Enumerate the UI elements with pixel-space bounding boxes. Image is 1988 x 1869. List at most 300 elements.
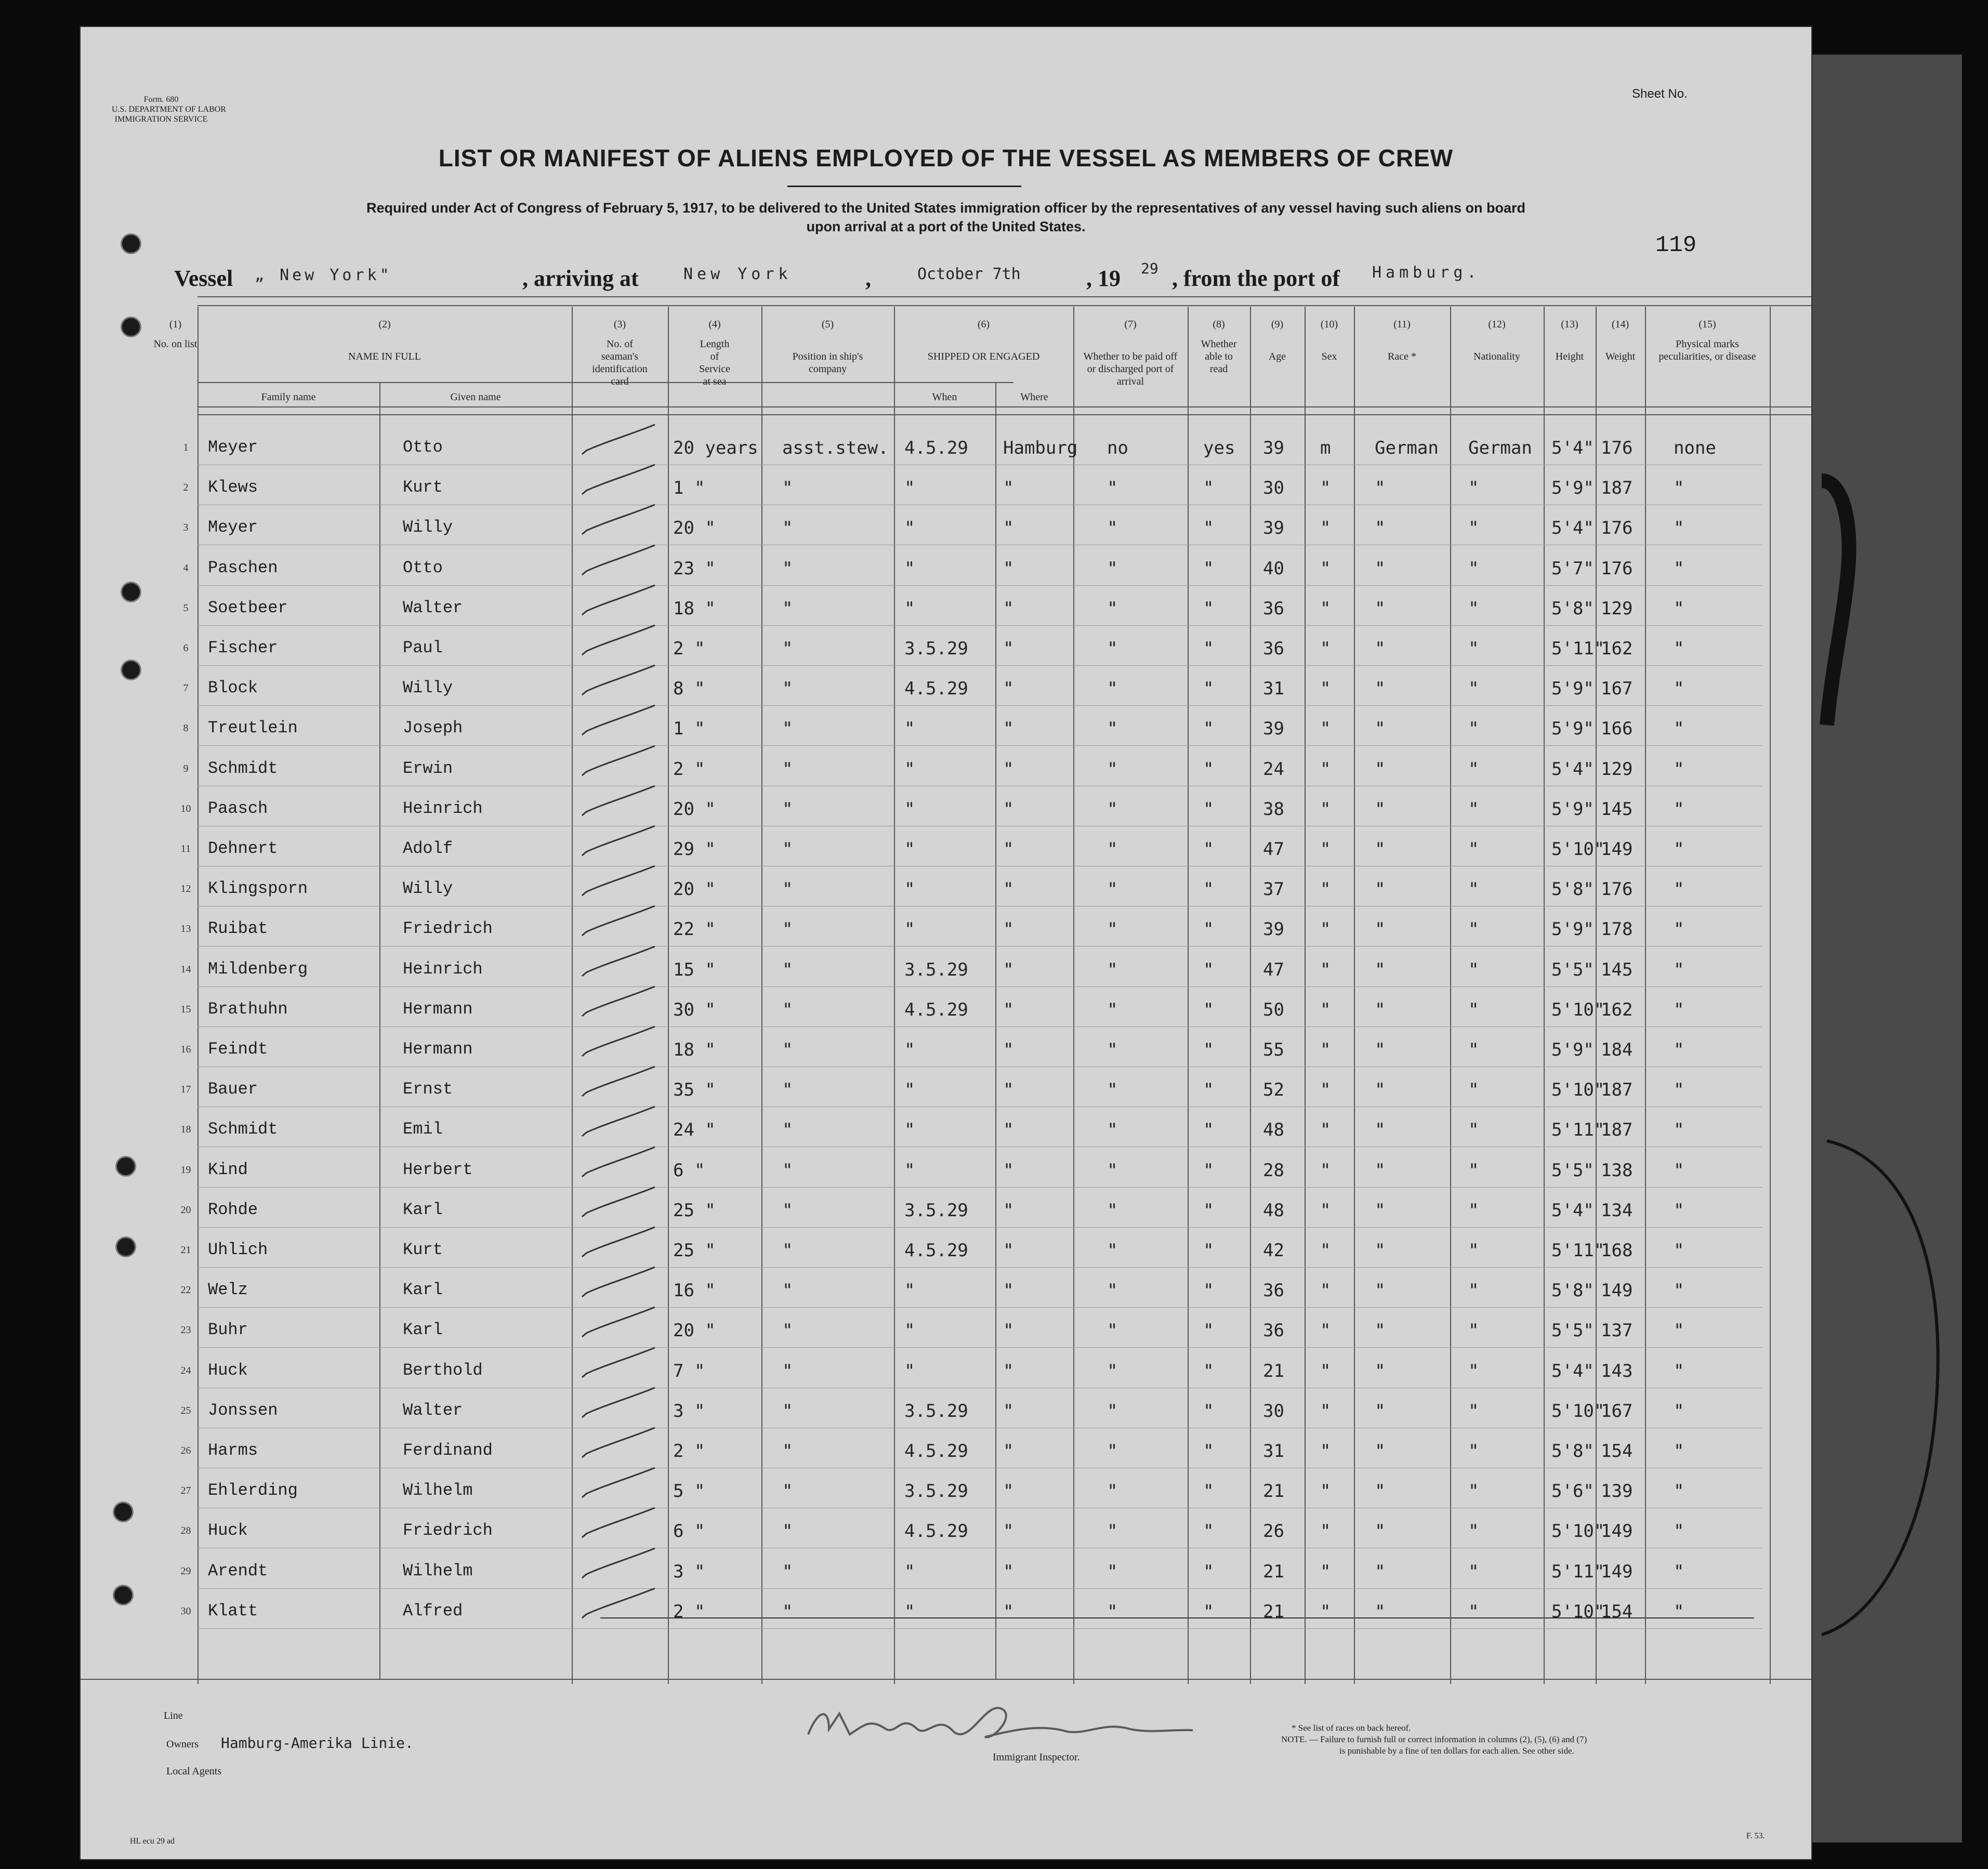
cell-nationality: " (1468, 1441, 1479, 1462)
cell-race: " (1375, 678, 1386, 700)
col-divider (1305, 307, 1306, 1684)
cell-read: " (1203, 1441, 1214, 1462)
cell-service: 16 " (673, 1280, 716, 1301)
cell-height: 5'4" (1551, 518, 1594, 539)
cell-nationality: " (1468, 1240, 1479, 1261)
cell-race: " (1375, 758, 1386, 780)
cell-no: 4 (183, 562, 189, 574)
cell-service: 1 " (673, 478, 705, 499)
cell-sex: " (1320, 839, 1331, 860)
cell-no: 1 (183, 442, 189, 453)
cell-family: Schmidt (208, 758, 278, 778)
cell-when: 3.5.29 (904, 1200, 968, 1221)
cell-paid: " (1107, 1039, 1118, 1060)
cell-paid: no (1107, 438, 1128, 458)
check-mark-icon (577, 743, 660, 780)
col-divider (1188, 307, 1189, 1684)
cell-sex: " (1320, 1360, 1331, 1381)
col-7-header (1073, 318, 1188, 388)
cell-family: Bauer (208, 1080, 258, 1099)
cell-sex: " (1320, 1280, 1331, 1301)
col-number: (1) (169, 319, 182, 330)
cell-position: asst.stew. (782, 438, 889, 458)
cell-age: 47 (1263, 959, 1284, 980)
col-number: (14) (1611, 319, 1629, 330)
cell-age: 36 (1263, 1280, 1284, 1301)
cell-height: 5'8" (1551, 1441, 1594, 1462)
cell-position: " (782, 1400, 793, 1422)
cell-marks: none (1674, 438, 1716, 458)
col-divider (198, 307, 199, 1684)
cell-given: Adolf (403, 839, 453, 858)
family-name-header: Family name (261, 391, 316, 403)
col-label: Position in ship's company (792, 351, 863, 375)
cell-age: 39 (1263, 718, 1284, 740)
cell-given: Walter (403, 598, 463, 617)
cell-weight: 166 (1601, 718, 1633, 740)
cell-family: Arendt (208, 1561, 268, 1581)
cell-race: " (1375, 518, 1386, 539)
cell-no: 6 (183, 642, 189, 654)
cell-no: 14 (180, 963, 191, 975)
cell-sex: " (1320, 758, 1331, 780)
form-identifier (112, 95, 226, 124)
cell-service: 7 " (673, 1360, 705, 1381)
cell-height: 5'9" (1551, 1039, 1594, 1060)
shipped-when-header: When (932, 391, 957, 403)
cell-age: 21 (1263, 1561, 1284, 1582)
cell-where: " (1003, 598, 1014, 619)
punch-hole-icon (114, 1503, 132, 1521)
cell-weight: 176 (1601, 879, 1633, 900)
header-bottom-border (198, 406, 1811, 407)
cell-read: " (1203, 678, 1214, 700)
cell-given: Wilhelm (403, 1561, 473, 1581)
cell-height: 5'5" (1551, 1320, 1594, 1341)
cell-age: 21 (1263, 1601, 1284, 1622)
cell-weight: 149 (1601, 1280, 1633, 1301)
cell-when: 4.5.29 (904, 678, 968, 700)
cell-paid: " (1107, 1601, 1118, 1622)
footer-left-code: HL ecu 29 ad (130, 1837, 175, 1846)
cell-height: 5'10" (1551, 999, 1605, 1020)
cell-nationality: " (1468, 758, 1479, 780)
arrival-date: October 7th (917, 265, 1021, 283)
cell-marks: " (1674, 1320, 1684, 1341)
cell-no: 23 (180, 1324, 191, 1336)
cell-given: Otto (403, 558, 443, 577)
cell-when: " (904, 598, 915, 619)
check-mark-icon (577, 1184, 660, 1221)
cell-paid: " (1107, 879, 1118, 900)
cell-position: " (782, 1080, 793, 1101)
punch-hole-icon (122, 583, 140, 601)
check-mark-icon (577, 422, 660, 458)
cell-age: 30 (1263, 1400, 1284, 1422)
row-rule (198, 585, 1762, 586)
cell-given: Berthold (403, 1360, 483, 1380)
cell-sex: m (1320, 438, 1331, 458)
cell-read: " (1203, 1160, 1214, 1181)
cell-position: " (782, 879, 793, 900)
cell-sex: " (1320, 718, 1331, 740)
cell-race: " (1375, 1160, 1386, 1181)
cell-service: 20 years (673, 438, 758, 458)
cell-position: " (782, 1601, 793, 1622)
cell-no: 9 (183, 762, 189, 774)
page-subtitle (81, 199, 1811, 236)
cell-marks: " (1674, 1120, 1684, 1141)
cell-no: 24 (180, 1364, 191, 1376)
cell-where: " (1003, 1160, 1014, 1181)
cell-nationality: " (1468, 1400, 1479, 1422)
cell-no: 29 (180, 1565, 191, 1577)
footnote-note-1: NOTE. — Failure to furnish full or correct information in columns (2), (5), (6) and (7) (1281, 1734, 1587, 1744)
cell-age: 36 (1263, 638, 1284, 659)
check-mark-icon (577, 1586, 660, 1622)
cell-service: 35 " (673, 1080, 716, 1101)
cell-read: " (1203, 1200, 1214, 1221)
cell-position: " (782, 758, 793, 780)
cell-where: " (1003, 678, 1014, 700)
cell-service: 8 " (673, 678, 705, 700)
col-8-header (1188, 318, 1250, 375)
check-mark-icon (577, 1305, 660, 1341)
line-label: Line (164, 1710, 183, 1721)
col-label: Whether to be paid off or discharged port of arrival (1083, 351, 1178, 387)
cell-given: Wilhelm (403, 1481, 473, 1501)
check-mark-icon (577, 502, 660, 538)
cell-race: " (1375, 558, 1386, 579)
owners-label: Owners (166, 1739, 199, 1750)
col-label: No. on list (153, 338, 198, 350)
cell-paid: " (1107, 1441, 1118, 1462)
cell-sex: " (1320, 1561, 1331, 1582)
cell-no: 10 (180, 802, 191, 814)
cell-height: 5'10" (1551, 839, 1605, 860)
cell-when: " (904, 518, 915, 539)
cell-paid: " (1107, 478, 1118, 499)
check-mark-icon (577, 623, 660, 659)
cell-position: " (782, 1280, 793, 1301)
cell-height: 5'9" (1551, 798, 1594, 820)
row-rule (198, 986, 1762, 987)
cell-family: Meyer (208, 518, 258, 537)
cell-when: " (904, 1320, 915, 1341)
cell-height: 5'8" (1551, 1280, 1594, 1301)
cell-nationality: " (1468, 1200, 1479, 1221)
cell-given: Ernst (403, 1080, 453, 1099)
col-number: (8) (1213, 319, 1225, 330)
cell-where: " (1003, 999, 1014, 1020)
cell-given: Heinrich (403, 798, 483, 818)
cell-where: " (1003, 1280, 1014, 1301)
cell-when: " (904, 758, 915, 780)
cell-family: Soetbeer (208, 598, 288, 617)
cell-when: " (904, 1360, 915, 1381)
cell-nationality: " (1468, 999, 1479, 1020)
cell-family: Ehlerding (208, 1481, 298, 1501)
col-label: NAME IN FULL (348, 351, 421, 362)
form-number: Form. 680 (143, 95, 179, 104)
cell-family: Brathuhn (208, 999, 288, 1019)
row-rule (198, 1227, 1762, 1228)
cell-read: " (1203, 558, 1214, 579)
cell-given: Hermann (403, 999, 473, 1019)
cell-read: " (1203, 1561, 1214, 1582)
cell-marks: " (1674, 558, 1684, 579)
cell-age: 26 (1263, 1521, 1284, 1542)
cell-given: Alfred (403, 1601, 463, 1621)
cell-service: 30 " (673, 999, 716, 1020)
check-mark-icon (577, 903, 660, 940)
cell-given: Friedrich (403, 919, 493, 939)
col-13-header (1544, 318, 1596, 363)
cell-when: " (904, 839, 915, 860)
cell-nationality: " (1468, 1280, 1479, 1301)
check-mark-icon (577, 1465, 660, 1502)
cell-nationality: " (1468, 718, 1479, 740)
col-3-header (572, 318, 668, 388)
check-mark-icon (577, 543, 660, 579)
col-number: (11) (1393, 319, 1411, 330)
cell-family: Feindt (208, 1039, 268, 1059)
cell-when: " (904, 1080, 915, 1101)
cell-paid: " (1107, 798, 1118, 820)
row-rule (198, 1267, 1762, 1268)
cell-marks: " (1674, 1601, 1684, 1622)
cell-where: " (1003, 1320, 1014, 1341)
cell-family: Mildenberg (208, 959, 308, 979)
cell-age: 37 (1263, 879, 1284, 900)
cell-no: 18 (180, 1124, 191, 1136)
cell-age: 50 (1263, 999, 1284, 1020)
cell-position: " (782, 839, 793, 860)
cell-read: " (1203, 478, 1214, 499)
cell-weight: 184 (1601, 1039, 1633, 1060)
cell-no: 12 (180, 883, 191, 895)
col-number: (9) (1271, 319, 1284, 330)
cell-nationality: " (1468, 1481, 1479, 1502)
cell-position: " (782, 1481, 793, 1502)
cell-no: 21 (180, 1244, 191, 1256)
subtitle-line-2: upon arrival at a port of the United States. (806, 219, 1086, 234)
cell-where: " (1003, 1521, 1014, 1542)
cell-when: " (904, 1160, 915, 1181)
row-rule (198, 745, 1762, 746)
cell-age: 48 (1263, 1120, 1284, 1141)
cell-nationality: " (1468, 1320, 1479, 1341)
cell-family: Klingsporn (208, 879, 308, 899)
cell-paid: " (1107, 959, 1118, 980)
cell-weight: 154 (1601, 1441, 1633, 1462)
cell-position: " (782, 1320, 793, 1341)
cell-family: Meyer (208, 438, 258, 457)
cell-read: " (1203, 839, 1214, 860)
cell-marks: " (1674, 879, 1684, 900)
cell-no: 28 (180, 1525, 191, 1537)
cell-read: " (1203, 598, 1214, 619)
cell-weight: 178 (1601, 919, 1633, 940)
cell-family: Buhr (208, 1320, 248, 1340)
cell-sex: " (1320, 879, 1331, 900)
cell-marks: " (1674, 1400, 1684, 1422)
cell-nationality: " (1468, 1039, 1479, 1060)
col-5-header (761, 318, 894, 375)
cell-when: 3.5.29 (904, 959, 968, 980)
cell-no: 20 (180, 1204, 191, 1216)
cell-age: 52 (1263, 1080, 1284, 1101)
cell-family: Schmidt (208, 1120, 278, 1139)
punch-hole-icon (114, 1586, 132, 1604)
row-rule (198, 705, 1762, 706)
cell-no: 30 (180, 1605, 191, 1617)
cell-marks: " (1674, 919, 1684, 940)
local-agents-label: Local Agents (166, 1766, 222, 1777)
cell-height: 5'9" (1551, 478, 1594, 499)
cell-given: Friedrich (403, 1521, 493, 1541)
cell-service: 29 " (673, 839, 716, 860)
cell-no: 17 (180, 1084, 191, 1096)
cell-paid: " (1107, 839, 1118, 860)
cell-position: " (782, 1441, 793, 1462)
cell-where: " (1003, 1400, 1014, 1422)
cell-nationality: " (1468, 1601, 1479, 1622)
cell-height: 5'10" (1551, 1521, 1605, 1542)
cell-read: " (1203, 638, 1214, 659)
cell-sex: " (1320, 798, 1331, 820)
cell-family: Paschen (208, 558, 278, 577)
cell-weight: 138 (1601, 1160, 1633, 1181)
cell-read: " (1203, 1601, 1214, 1622)
cell-position: " (782, 1039, 793, 1060)
year-suffix: 29 (1141, 260, 1158, 277)
department-name: U.S. DEPARTMENT OF LABOR (112, 105, 226, 114)
cell-service: 1 " (673, 718, 705, 740)
cell-marks: " (1674, 1039, 1684, 1060)
cell-given: Erwin (403, 758, 453, 778)
check-mark-icon (577, 1505, 660, 1542)
cell-family: Fischer (208, 638, 278, 657)
cell-age: 39 (1263, 438, 1284, 458)
cell-given: Emil (403, 1120, 443, 1139)
col-divider (761, 307, 762, 1684)
cell-nationality: " (1468, 919, 1479, 940)
arriving-label: , arriving at (522, 266, 639, 291)
check-mark-icon (577, 1385, 660, 1422)
cell-service: 22 " (673, 919, 716, 940)
cell-nationality: " (1468, 678, 1479, 700)
cell-weight: 187 (1601, 1080, 1633, 1101)
cell-age: 36 (1263, 1320, 1284, 1341)
cell-race: " (1375, 1080, 1386, 1101)
cell-race: " (1375, 919, 1386, 940)
cell-height: 5'4" (1551, 758, 1594, 780)
cell-height: 5'11" (1551, 1120, 1605, 1141)
cell-race: " (1375, 879, 1386, 900)
col-divider (995, 382, 996, 1679)
cell-weight: 149 (1601, 839, 1633, 860)
cell-when: " (904, 1601, 915, 1622)
cell-given: Kurt (403, 1240, 443, 1259)
cell-weight: 162 (1601, 999, 1633, 1020)
col-10-header (1305, 318, 1354, 363)
cell-nationality: " (1468, 1360, 1479, 1381)
cell-age: 40 (1263, 558, 1284, 579)
check-mark-icon (577, 783, 660, 820)
cell-height: 5'10" (1551, 1400, 1605, 1422)
check-mark-icon (577, 583, 660, 619)
check-mark-icon (577, 823, 660, 860)
check-mark-icon (577, 1104, 660, 1140)
cell-race: " (1375, 1521, 1386, 1542)
cell-position: " (782, 1200, 793, 1221)
cell-where: " (1003, 959, 1014, 980)
cell-age: 24 (1263, 758, 1284, 780)
cell-service: 6 " (673, 1160, 705, 1181)
cell-when: 4.5.29 (904, 1521, 968, 1542)
cell-read: " (1203, 959, 1214, 980)
cell-position: " (782, 1360, 793, 1381)
from-port: Hamburg. (1372, 264, 1481, 282)
cell-where: " (1003, 1039, 1014, 1060)
cell-service: 20 " (673, 518, 716, 539)
row-rule (198, 1588, 1762, 1589)
cell-service: 25 " (673, 1200, 716, 1221)
cell-when: 4.5.29 (904, 999, 968, 1020)
col-label: Weight (1605, 351, 1636, 362)
cell-family: Harms (208, 1441, 258, 1460)
cell-marks: " (1674, 598, 1684, 619)
cell-race: " (1375, 959, 1386, 980)
cell-given: Willy (403, 518, 453, 537)
cell-weight: 167 (1601, 1400, 1633, 1422)
cell-position: " (782, 598, 793, 619)
cell-sex: " (1320, 999, 1331, 1020)
cell-read: " (1203, 718, 1214, 740)
cell-family: Klatt (208, 1601, 258, 1621)
cell-family: Dehnert (208, 839, 278, 858)
cell-where: " (1003, 1360, 1014, 1381)
service-name: IMMIGRATION SERVICE (114, 115, 208, 124)
cell-race: " (1375, 1320, 1386, 1341)
footer-form-code: F. 53. (1746, 1832, 1765, 1840)
cell-age: 28 (1263, 1160, 1284, 1181)
page-title: LIST OR MANIFEST OF ALIENS EMPLOYED OF THE VESSEL AS MEMBERS OF CREW (438, 144, 1454, 172)
cell-when: 3.5.29 (904, 1400, 968, 1422)
cell-weight: 143 (1601, 1360, 1633, 1381)
col-divider (1450, 307, 1451, 1684)
cell-when: " (904, 879, 915, 900)
cell-service: 2 " (673, 638, 705, 659)
cell-height: 5'4" (1551, 438, 1594, 458)
cell-marks: " (1674, 638, 1684, 659)
cell-service: 2 " (673, 1441, 705, 1462)
check-mark-icon (577, 462, 660, 498)
cell-position: " (782, 518, 793, 539)
cell-sex: " (1320, 638, 1331, 659)
check-mark-icon (577, 1064, 660, 1100)
cell-position: " (782, 959, 793, 980)
from-port-label: , from the port of (1172, 266, 1340, 291)
inspector-signature (798, 1693, 1203, 1750)
row-rule (198, 1187, 1762, 1188)
header-bottom-border-inner (198, 414, 1811, 415)
cell-nationality: " (1468, 1080, 1479, 1101)
cell-when: " (904, 478, 915, 499)
cell-service: 24 " (673, 1120, 716, 1141)
check-mark-icon (577, 1225, 660, 1261)
